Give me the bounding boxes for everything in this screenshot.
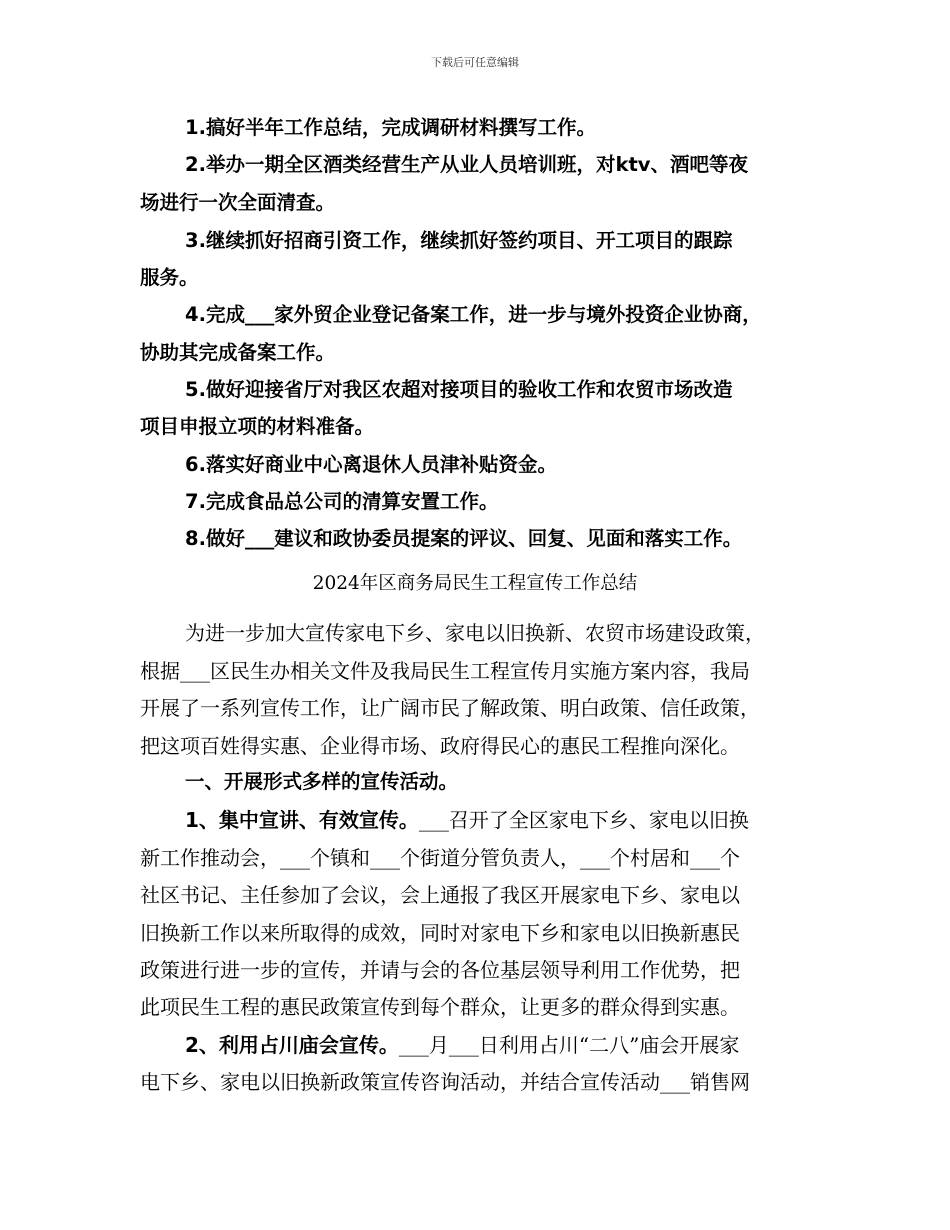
plan-line: 7.完成食品总公司的清算安置工作。	[185, 490, 499, 513]
plan-line: 1.搞好半年工作总结，完成调研材料撰写工作。	[185, 116, 596, 139]
plan-line: 4.完成___家外贸企业登记备案工作，进一步与境外投资企业协商，	[185, 303, 762, 326]
plan-line: 8.做好___建议和政协委员提案的评议、回复、见面和落实工作。	[185, 527, 743, 550]
plan-line: 服务。	[140, 266, 199, 289]
item2-first-rest: ___月___日利用占川“二八”庙会开展家	[398, 1033, 740, 1057]
plan-line: 项目申报立项的材料准备。	[140, 415, 375, 438]
plan-line: 3.继续抓好招商引资工作，继续抓好签约项目、开工项目的跟踪	[185, 229, 733, 252]
item2-line: 电下乡、家电以旧换新政策宣传咨询活动，并结合宣传活动___销售网	[140, 1070, 750, 1094]
item1-first-line	[185, 810, 749, 830]
item1-heading: 1、集中宣讲、有效宣传。	[185, 808, 419, 832]
item1-line: 新工作推动会，___个镇和___个街道分管负责人，___个村居和___个	[140, 846, 740, 870]
intro-line: 为进一步加大宣传家电下乡、家电以旧换新、农贸市场建设政策，	[185, 621, 765, 645]
plan-line: 2.举办一期全区酒类经营生产从业人员培训班，对ktv、酒吧等夜	[185, 153, 748, 176]
item1-line: 旧换新工作以来所取得的成效，同时对家电下乡和家电以旧换新惠民	[140, 921, 740, 945]
plan-line: 5.做好迎接省厅对我区农超对接项目的验收工作和农贸市场改造	[185, 378, 733, 401]
page-header-note: 下载后可任意编辑	[431, 56, 519, 69]
item1-line: 此项民生工程的惠民政策宣传到每个群众，让更多的群众得到实惠。	[140, 995, 740, 1019]
plan-line: 场进行一次全面清查。	[140, 191, 336, 214]
section-heading: 一、开展形式多样的宣传活动。	[185, 770, 459, 793]
plan-line: 6.落实好商业中心离退休人员津补贴资金。	[185, 453, 557, 476]
item2-heading: 2、利用占川庙会宣传。	[185, 1033, 399, 1057]
intro-line: 根据___区民生办相关文件及我局民生工程宣传月实施方案内容，我局	[140, 659, 750, 683]
item1-line: 社区书记、主任参加了会议，会上通报了我区开展家电下乡、家电以	[140, 883, 740, 907]
item1-line: 政策进行进一步的宣传，并请与会的各位基层领导利用工作优势，把	[140, 958, 740, 982]
intro-line: 开展了一系列宣传工作，让广阔市民了解政策、明白政策、信任政策，	[140, 696, 760, 720]
plan-line: 协助其完成备案工作。	[140, 341, 336, 364]
summary-title: 2024年区商务局民生工程宣传工作总结	[312, 573, 638, 594]
intro-line: 把这项百姓得实惠、企业得市场、政府得民心的惠民工程推向深化。	[140, 734, 740, 758]
item1-first-rest: ___召开了全区家电下乡、家电以旧换	[418, 808, 749, 832]
item2-first-line	[185, 1035, 739, 1055]
